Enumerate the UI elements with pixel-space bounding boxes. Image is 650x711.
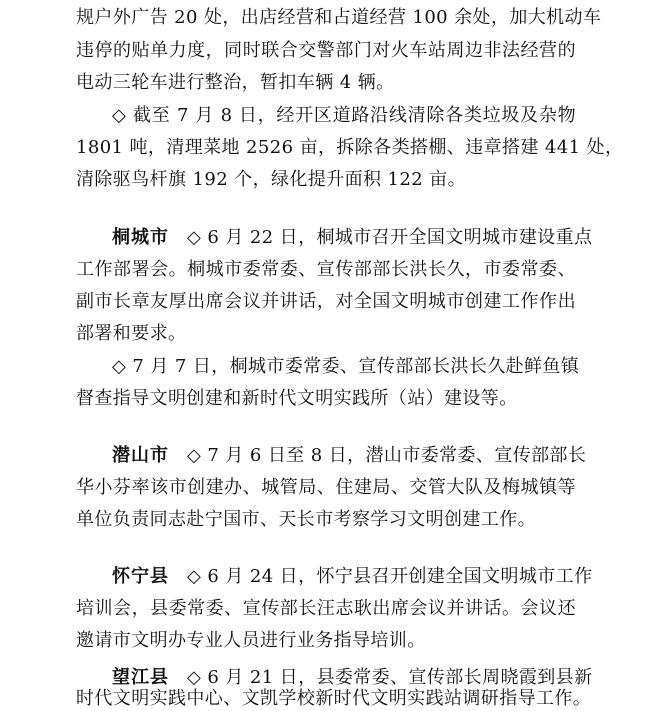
text-line: 电动三轮车进行整治，暂扣车辆 4 辆。 (76, 72, 395, 93)
text-line: 培训会，县委常委、宣传部长汪志耿出席会议并讲话。会议还 (76, 598, 576, 619)
text-line: 违停的贴单力度，同时联合交警部门对火车站周边非法经营的 (76, 40, 576, 61)
text-line: 邀请市文明办专业人员进行业务指导培训。 (76, 630, 426, 651)
text-line: 清除驱鸟杆旗 192 个，绿化提升面积 122 亩。 (76, 169, 466, 190)
section-heading-line: 桐城市 ◇ 6 月 22 日，桐城市召开全国文明城市建设重点 (112, 227, 593, 248)
text-line: ◇ 截至 7 月 8 日，经开区道路沿线清除各类垃圾及杂物 (112, 105, 576, 126)
text-line: 副市长章友厚出席会议并讲话，对全国文明城市创建工作作出 (76, 291, 576, 312)
text-line: 单位负责同志赴宁国市、天长市考察学习文明创建工作。 (76, 509, 536, 530)
section-heading-line: 潜山市 ◇ 7 月 6 日至 8 日，潜山市委常委、宣传部部长 (112, 445, 587, 466)
text-line: 时代文明实践中心、文凯学校新时代文明实践站调研指导工作。 (76, 688, 592, 709)
section-label-wangjiang: 望江县 (112, 667, 169, 688)
text-line: 督查指导文明创建和新时代文明实践所（站）建设等。 (76, 388, 518, 409)
section-label-tongcheng: 桐城市 (112, 227, 169, 248)
text-line: 部署和要求。 (76, 323, 187, 344)
text-line: 规户外广告 20 处，出店经营和占道经营 100 余处，加大机动车 (76, 7, 602, 28)
section-heading-line: 怀宁县 ◇ 6 月 24 日，怀宁县召开创建全国文明城市工作 (112, 566, 593, 587)
section-heading-line: 望江县 ◇ 6 月 21 日，县委常委、宣传部长周晓霞到县新 (112, 667, 593, 688)
section-label-huaining: 怀宁县 (112, 566, 169, 587)
text-line: 华小芬率该市创建办、城管局、住建局、交管大队及梅城镇等 (76, 477, 576, 498)
text-line: 1801 吨，清理菜地 2526 亩，拆除各类搭棚、违章搭建 441 处， (76, 137, 624, 158)
text-line: 工作部署会。桐城市委常委、宣传部部长洪长久，市委常委、 (76, 259, 576, 280)
text-line: ◇ 7 月 7 日，桐城市委常委、宣传部部长洪长久赴鲜鱼镇 (112, 356, 580, 377)
section-label-qianshan: 潜山市 (112, 445, 169, 466)
